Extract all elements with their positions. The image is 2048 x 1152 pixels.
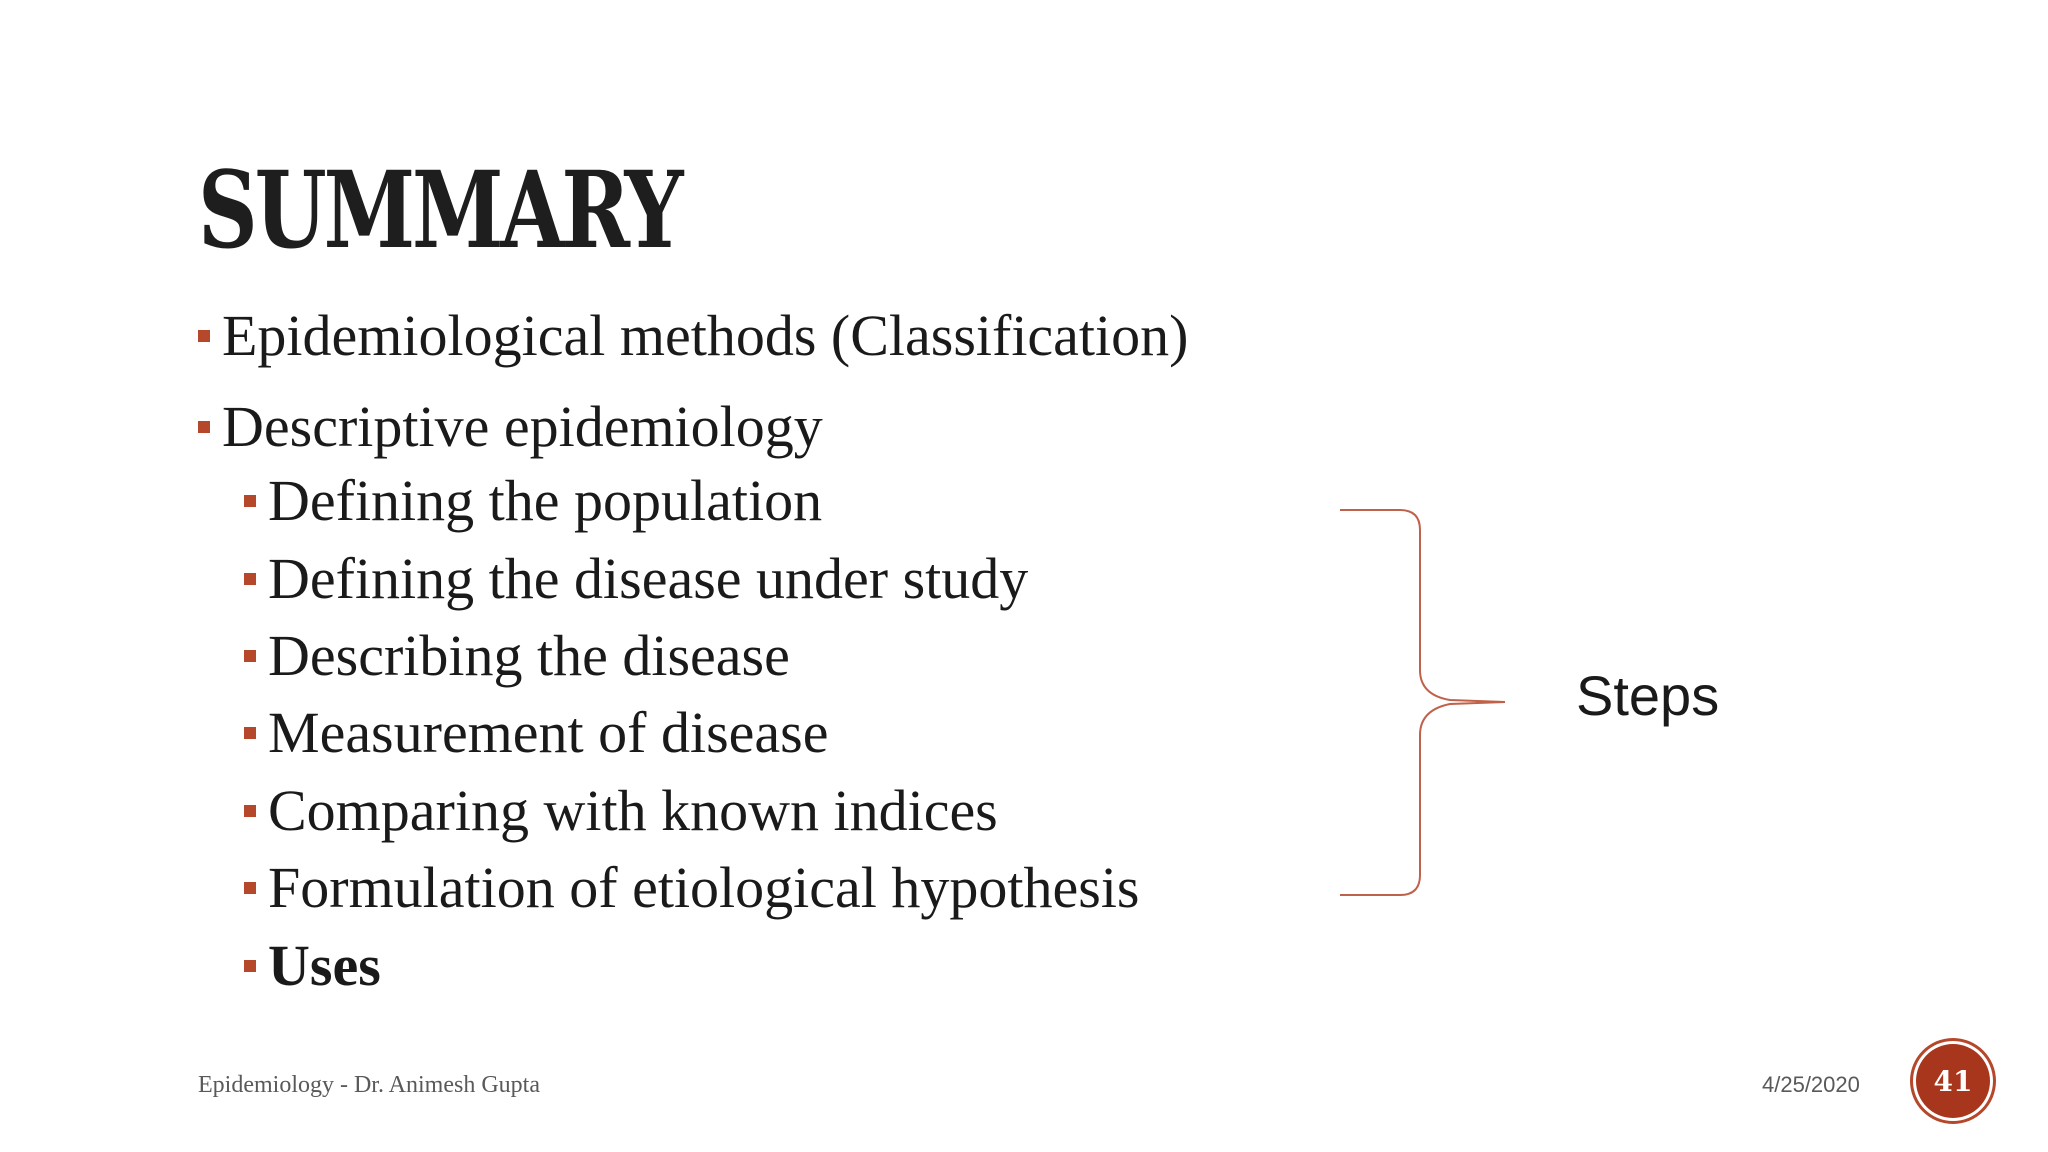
square-bullet-icon <box>198 330 210 342</box>
sub-bullet-text: Comparing with known indices <box>268 778 998 843</box>
sub-bullet-item <box>244 623 790 689</box>
sub-bullet-text: Defining the disease under study <box>268 546 1029 611</box>
sub-bullet-item <box>244 855 1140 921</box>
bullet-item-descriptive <box>198 394 823 460</box>
sub-bullet-text: Measurement of disease <box>268 700 829 765</box>
slide-title: SUMMARY <box>198 147 681 272</box>
square-bullet-icon <box>244 727 256 739</box>
square-bullet-icon <box>244 650 256 662</box>
square-bullet-icon <box>244 805 256 817</box>
page-number-badge <box>1916 1044 1990 1118</box>
square-bullet-icon <box>244 960 256 972</box>
right-brace-icon <box>1330 500 1530 910</box>
bullet-text: Epidemiological methods (Classification) <box>222 303 1189 368</box>
sub-bullet-text: Uses <box>268 933 381 998</box>
square-bullet-icon <box>244 573 256 585</box>
sub-bullet-item <box>244 546 1028 612</box>
square-bullet-icon <box>244 495 256 507</box>
sub-bullet-text: Formulation of etiological hypothesis <box>268 855 1140 920</box>
sub-bullet-text: Describing the disease <box>268 623 790 688</box>
sub-bullet-item <box>244 468 822 534</box>
sub-bullet-text: Defining the population <box>268 468 823 533</box>
page-number: 41 <box>1933 1064 1973 1098</box>
sub-bullet-item <box>244 700 828 766</box>
bullet-text: Descriptive epidemiology <box>222 394 823 459</box>
square-bullet-icon <box>198 421 210 433</box>
square-bullet-icon <box>244 882 256 894</box>
footer-date: 4/25/2020 <box>1762 1072 1860 1097</box>
footer-text: Epidemiology - Dr. Animesh Gupta <box>198 1072 540 1098</box>
steps-label: Steps <box>1576 664 1720 727</box>
sub-bullet-item-uses <box>244 933 381 999</box>
bullet-item-classification <box>198 303 1188 369</box>
sub-bullet-item <box>244 778 998 844</box>
